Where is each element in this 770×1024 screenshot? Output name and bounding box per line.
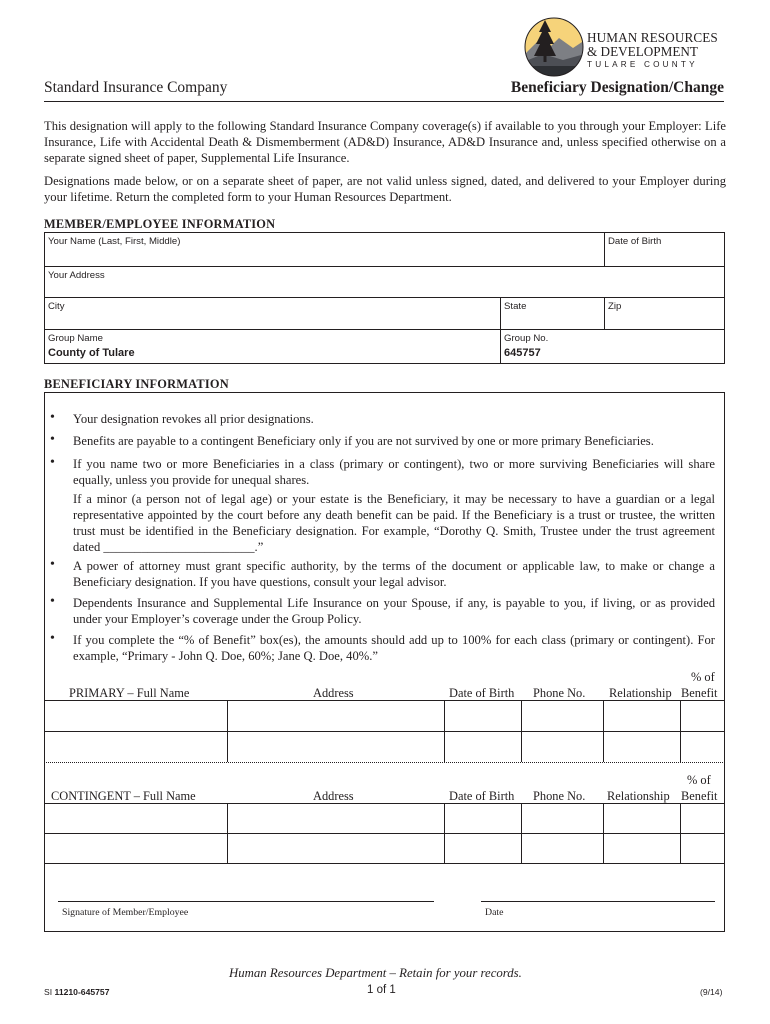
group-no-label: Group No. [504,333,549,344]
company-name: Standard Insurance Company [44,79,228,96]
primary-row-1-name[interactable] [45,701,226,730]
bullet-text-5: Dependents Insurance and Supplemental Life Insurance on your Spouse, if any, is payable to you, if living, or as provided under your Employer’s coverage under the Group Policy. [73,596,715,626]
contingent-relationship-header: Relationship [607,789,670,803]
zip-field-label: Zip [608,301,622,312]
bullet-icon: • [50,594,55,609]
tree-mountain-logo-icon [523,16,585,78]
col-divider [603,803,604,863]
col-divider [680,803,681,863]
bullet-text-1: Your designation revokes all prior designations. [73,412,314,426]
dob-field[interactable] [605,248,724,265]
state-field[interactable] [501,313,603,328]
primary-phone-header: Phone No. [533,686,586,700]
form-id [44,987,109,997]
bullet-icon: • [50,631,55,646]
city-field[interactable] [45,313,499,328]
col-divider [500,297,501,364]
primary-pct-header-top: % of [691,670,715,684]
intro-paragraph-2: Designations made below, or on a separate sheet of paper, are not valid unless signed, dated, and delivered to your Employer during your lifetime. Return the completed form to your Human Resources Department. [44,174,726,204]
col-divider [603,700,604,762]
contingent-phone-header: Phone No. [533,789,586,803]
signature-label: Signature of Member/Employee [62,907,189,918]
row-divider [44,329,725,330]
contingent-row-2-name[interactable] [45,834,226,862]
bullet-text-2: Benefits are payable to a contingent Beneficiary only if you are not survived by one or more primary Beneficiaries. [73,434,654,448]
tulare-hr-logo [523,16,585,78]
dob-field-label: Date of Birth [608,236,662,247]
col-divider [444,803,445,863]
group-name-label: Group Name [48,333,103,344]
primary-pct-header-bottom: Benefit [681,686,718,700]
zip-field[interactable] [605,313,724,328]
name-field[interactable] [45,248,603,265]
col-divider [227,803,228,863]
bullet-icon: • [50,410,55,425]
logo-line-1: HUMAN RESOURCES [587,30,718,45]
city-field-label: City [48,301,65,312]
group-no-value: 645757 [504,347,541,359]
signature-line[interactable] [58,901,434,902]
contingent-row-1-name[interactable] [45,804,226,832]
bullet-icon: • [50,455,55,470]
col-divider [444,700,445,762]
address-field-label: Your Address [48,270,105,281]
footer-note: Human Resources Department – Retain for your records. [229,966,522,980]
bullet-text-4: A power of attorney must grant specific authority, by the terms of the document or applicable law, to make or change a Beneficiary designation. If you have questions, consult your legal advisor. [73,559,715,589]
bullet-text-6: If you complete the “% of Benefit” box(es), the amounts should add up to 100% for each class (primary or contingent). For example, “Primary - John Q. Doe, 60%; Jane Q. Doe, 40%.” [73,633,715,663]
contingent-name-header: CONTINGENT – Full Name [51,789,196,803]
date-label: Date [485,907,504,918]
primary-address-header: Address [313,686,354,700]
intro-paragraph-1: This designation will apply to the following Standard Insurance Company coverage(s) if available to you through your Employer: Life Insurance, Life with Accidental Death & Dismemberment (AD&D) Insurance, AD&D Insurance and, unless specified otherwise on a separate signed sheet of paper, Supplemental Life Insurance. [44,119,726,165]
contingent-address-header: Address [313,789,354,803]
col-divider [227,700,228,762]
logo-line-3: TULARE COUNTY [587,60,698,69]
bullet-text-3: If you name two or more Beneficiaries in a class (primary or contingent), two or more surviving Beneficiaries will share equally, unless you provide for unequal shares. [73,457,715,487]
col-divider [521,700,522,762]
name-field-label: Your Name (Last, First, Middle) [48,236,181,247]
contingent-pct-header-bottom: Benefit [681,789,718,803]
col-divider [680,700,681,762]
primary-relationship-header: Relationship [609,686,672,700]
state-field-label: State [504,301,527,312]
form-title: Beneficiary Designation/Change [510,79,724,96]
page-number: 1 of 1 [367,984,396,996]
form-id-number: 11210-645757 [54,987,110,997]
group-name-value: County of Tulare [48,347,135,359]
row-divider [44,266,725,267]
bullet-icon: • [50,557,55,572]
contingent-pct-header-top: % of [687,773,711,787]
row-divider [44,297,725,298]
beneficiary-section-title: BENEFICIARY INFORMATION [44,377,229,391]
primary-row-2-name[interactable] [45,732,226,761]
date-line[interactable] [481,901,715,902]
logo-line-2: & DEVELOPMENT [587,44,698,59]
table-line [44,762,725,763]
header-divider [44,101,724,102]
primary-name-header: PRIMARY – Full Name [69,686,190,700]
bullet-text-3-continued: If a minor (a person not of legal age) or your estate is the Beneficiary, it may be necessary to have a guardian or a legal representative appointed by the court before any death benefit can be paid. If the Beneficiary is a trust or trustee, the written trust must be identified in the Beneficiary designation. For example, “Dorothy Q. Smith, Trustee under the trust agreement dated ________________________.” [73,492,715,554]
table-line [44,863,725,864]
form-id-prefix: SI [44,987,53,997]
col-divider [521,803,522,863]
primary-dob-header: Date of Birth [449,686,515,700]
member-section-title: MEMBER/EMPLOYEE INFORMATION [44,217,276,231]
address-field[interactable] [45,281,724,296]
form-version: (9/14) [700,987,723,997]
contingent-dob-header: Date of Birth [449,789,515,803]
bullet-icon: • [50,432,55,447]
